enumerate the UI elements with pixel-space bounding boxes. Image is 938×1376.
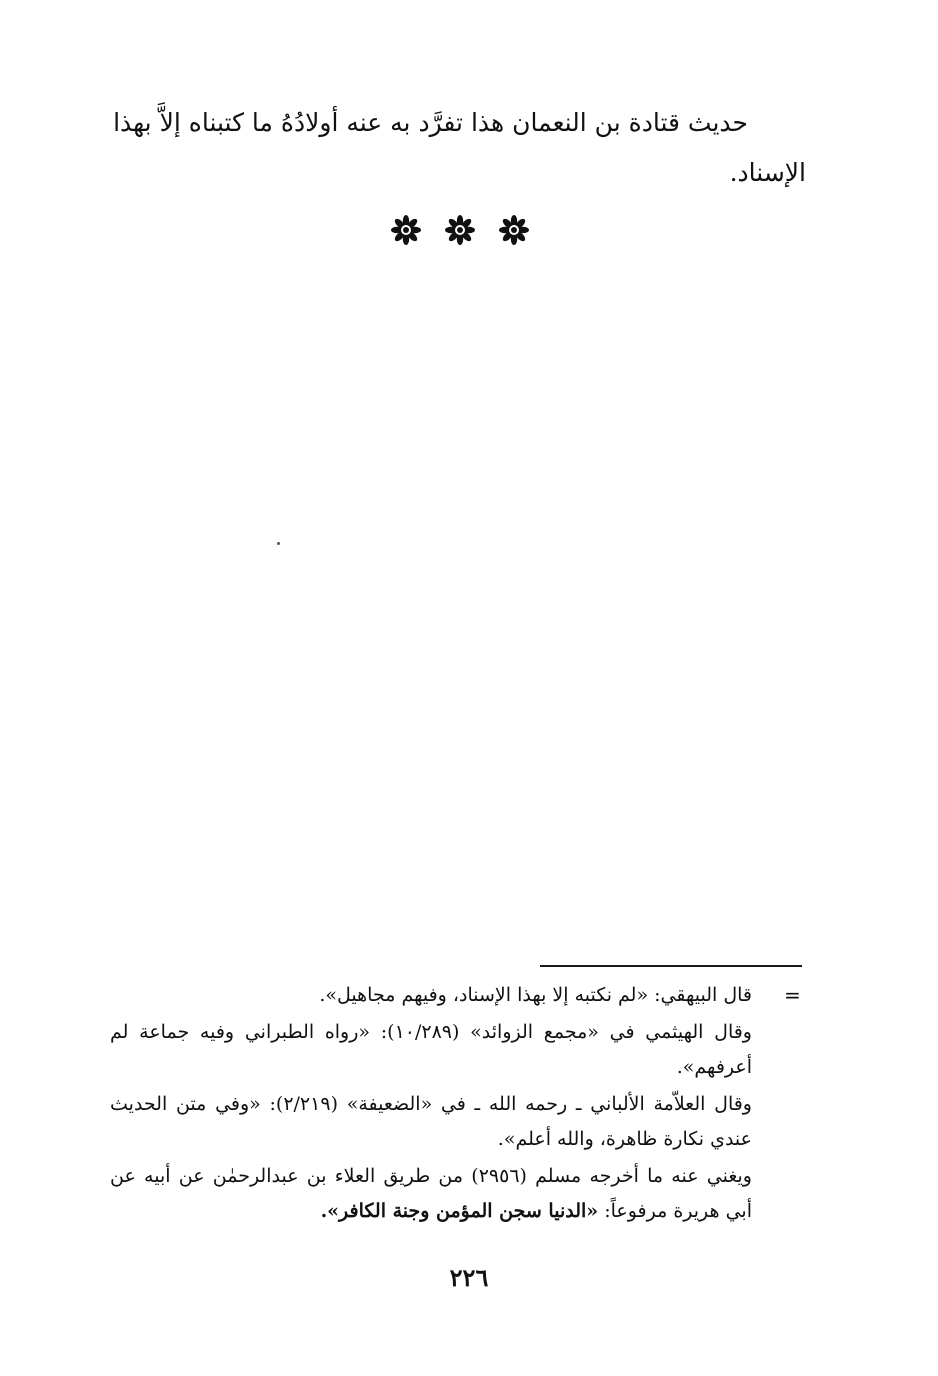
- footnote-paragraph: [110, 1159, 752, 1229]
- footnote-paragraph: [110, 1087, 752, 1157]
- footnote-bold-quote: «الدنيا سجن المؤمن وجنة الكافر».: [320, 1200, 599, 1222]
- footnote-text: ويغني عنه ما أخرجه مسلم (٢٩٥٦) من طريق العلاء بن عبدالرحمٰن عن أبيه عن أبي هريرة مرفوعاً:: [110, 1165, 752, 1222]
- footnotes: [110, 978, 752, 1229]
- footnote-text: وقال الهيثمي في «مجمع الزوائد» (١٠/٢٨٩): «رواه الطبراني وفيه جماعة لم أعرفهم».: [110, 1021, 752, 1078]
- footnote-text: قال البيهقي: «لم نكتبه إلا بهذا الإسناد، وفيهم مجاهيل».: [319, 984, 752, 1006]
- main-text-line-2: الإسناد.: [729, 158, 806, 187]
- footnote-continuation-mark: =: [784, 983, 801, 1007]
- footnote-text: وقال العلاّمة الألباني ـ رحمه الله ـ في «الضعيفة» (٢/٢١٩): «وفي متن الحديث عندي نكارة ظاهرة، والله أعلم».: [110, 1093, 752, 1150]
- floral-ornament-icon: [498, 214, 530, 246]
- page-number: ٢٢٦: [449, 1263, 489, 1292]
- stray-print-dot: [277, 542, 280, 545]
- main-text: [110, 98, 806, 198]
- footnote-paragraph: [110, 1015, 752, 1085]
- section-divider-ornaments: [390, 214, 530, 248]
- footnote-paragraph: [110, 978, 752, 1013]
- floral-ornament-icon: [390, 214, 422, 246]
- floral-ornament-icon: [444, 214, 476, 246]
- main-text-line-1: حديث قتادة بن النعمان هذا تفرَّد به عنه أولادُهُ ما كتبناه إلاَّ بهذا: [113, 108, 748, 137]
- footnote-separator-rule: [540, 965, 802, 967]
